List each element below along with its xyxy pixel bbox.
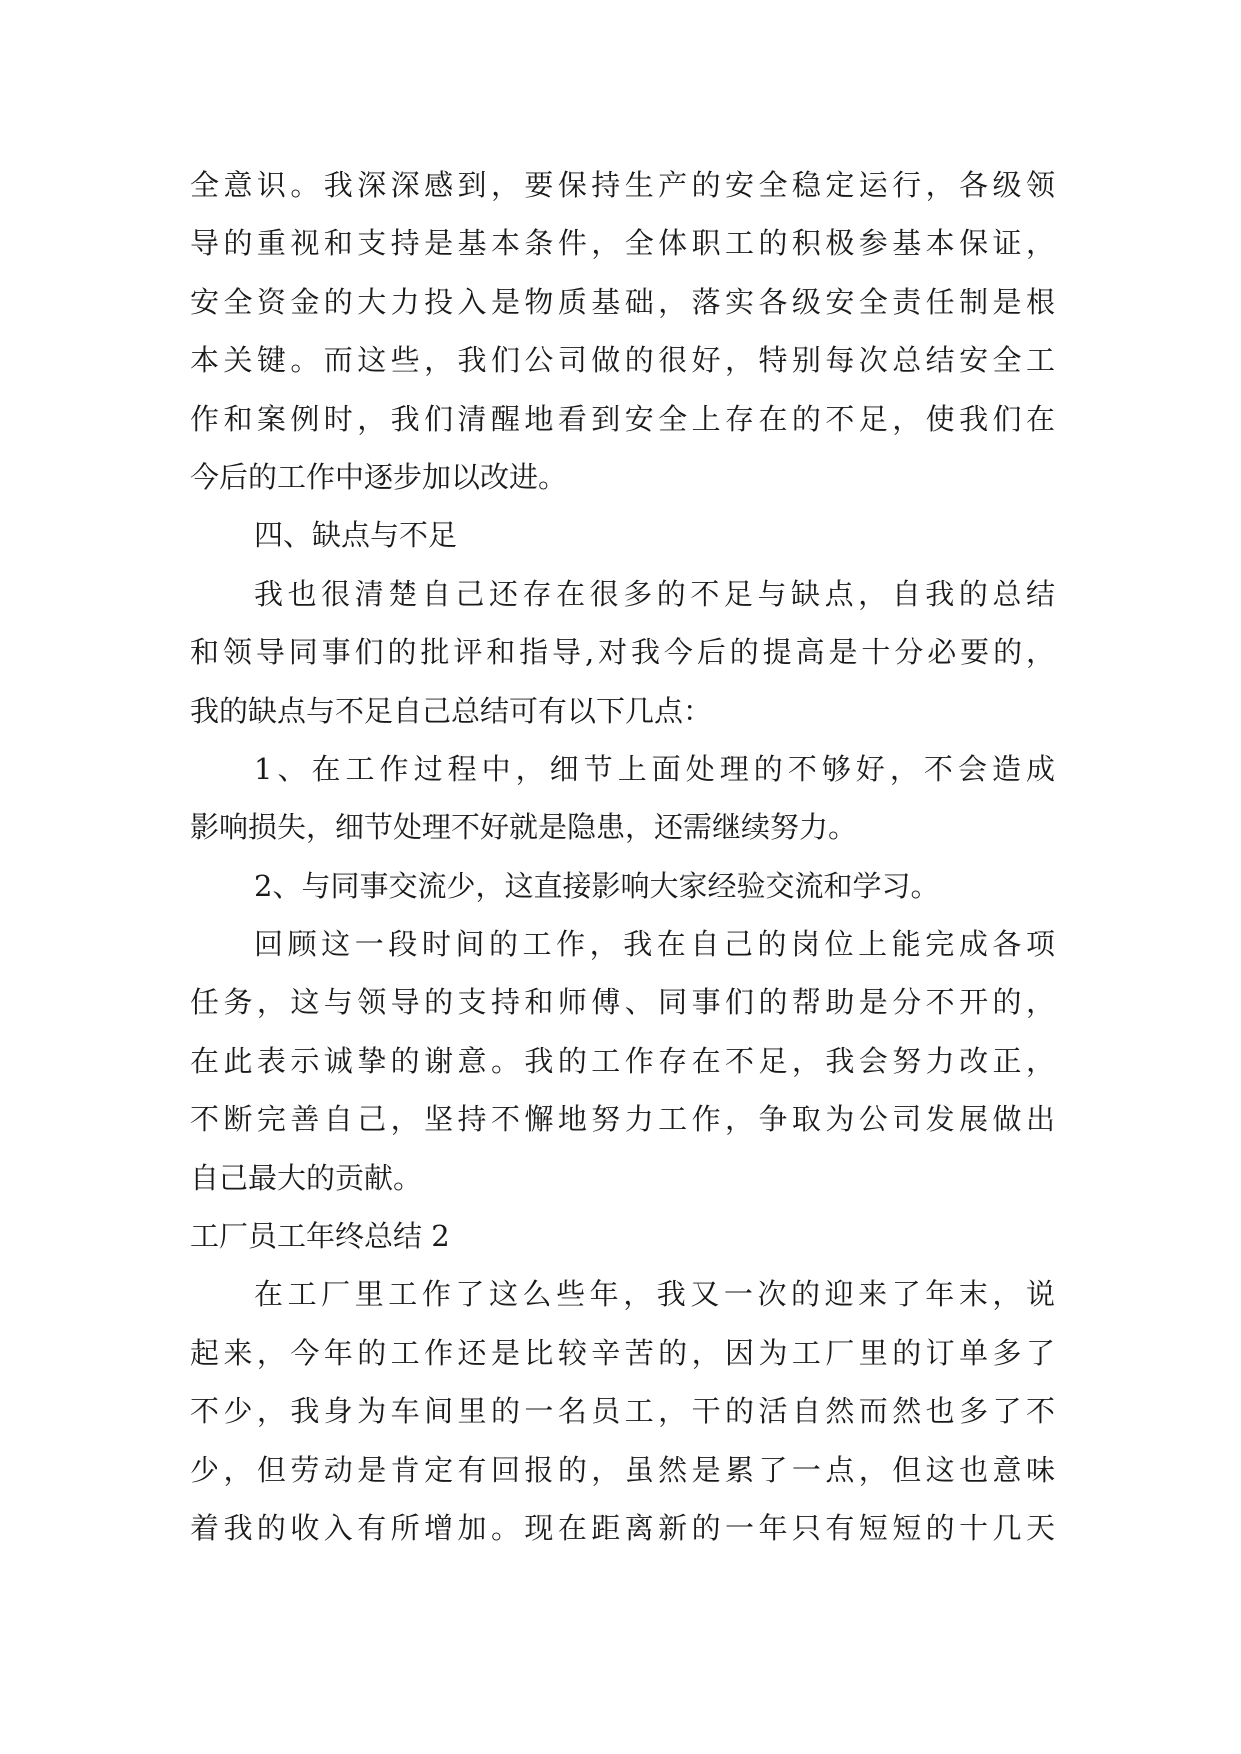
text-line: 和领导同事们的批评和指导,对我今后的提高是十分必要的， [190,635,1055,670]
text-line: 导的重视和支持是基本条件，全体职工的积极参基本保证， [190,226,1055,261]
text-line: 起来，今年的工作还是比较辛苦的，因为工厂里的订单多了 [190,1335,1055,1370]
text-line: 作和案例时，我们清醒地看到安全上存在的不足，使我们在 [190,401,1055,436]
text-line: 自己最大的贡献。 [190,1160,423,1195]
text-line: 工厂员工年终总结 2 [190,1219,450,1254]
text-line: 安全资金的大力投入是物质基础，落实各级安全责任制是根 [190,284,1055,319]
text-line: 今后的工作中逐步加以改进。 [190,459,568,494]
text-line: 在此表示诚挚的谢意。我的工作存在不足，我会努力改正， [190,1043,1055,1078]
text-line: 全意识。我深深感到，要保持生产的安全稳定运行，各级领 [190,168,1055,202]
text-line: 1、在工作过程中，细节上面处理的不够好，不会造成 [254,751,1055,786]
text-line: 在工厂里工作了这么些年，我又一次的迎来了年末，说 [254,1277,1055,1312]
text-line: 着我的收入有所增加。现在距离新的一年只有短短的十几天 [190,1510,1055,1545]
text-line: 四、缺点与不足 [254,518,458,553]
text-line: 我的缺点与不足自己总结可有以下几点： [190,693,713,728]
text-line: 不断完善自己，坚持不懈地努力工作，争取为公司发展做出 [190,1102,1055,1137]
text-line: 影响损失，细节处理不好就是隐患，还需继续努力。 [190,810,858,845]
text-line: 我也很清楚自己还存在很多的不足与缺点，自我的总结 [254,576,1055,611]
text-line: 本关键。而这些，我们公司做的很好，特别每次总结安全工 [190,343,1055,378]
text-line: 不少，我身为车间里的一名员工，干的活自然而然也多了不 [190,1394,1055,1429]
text-line: 少，但劳动是肯定有回报的，虽然是累了一点，但这也意味 [190,1452,1055,1487]
text-line: 任务，这与领导的支持和师傅、同事们的帮助是分不开的， [190,985,1055,1020]
text-line: 回顾这一段时间的工作，我在自己的岗位上能完成各项 [254,927,1055,962]
document-body [190,156,1055,1557]
text-line: 2、与同事交流少，这直接影响大家经验交流和学习。 [254,868,940,903]
